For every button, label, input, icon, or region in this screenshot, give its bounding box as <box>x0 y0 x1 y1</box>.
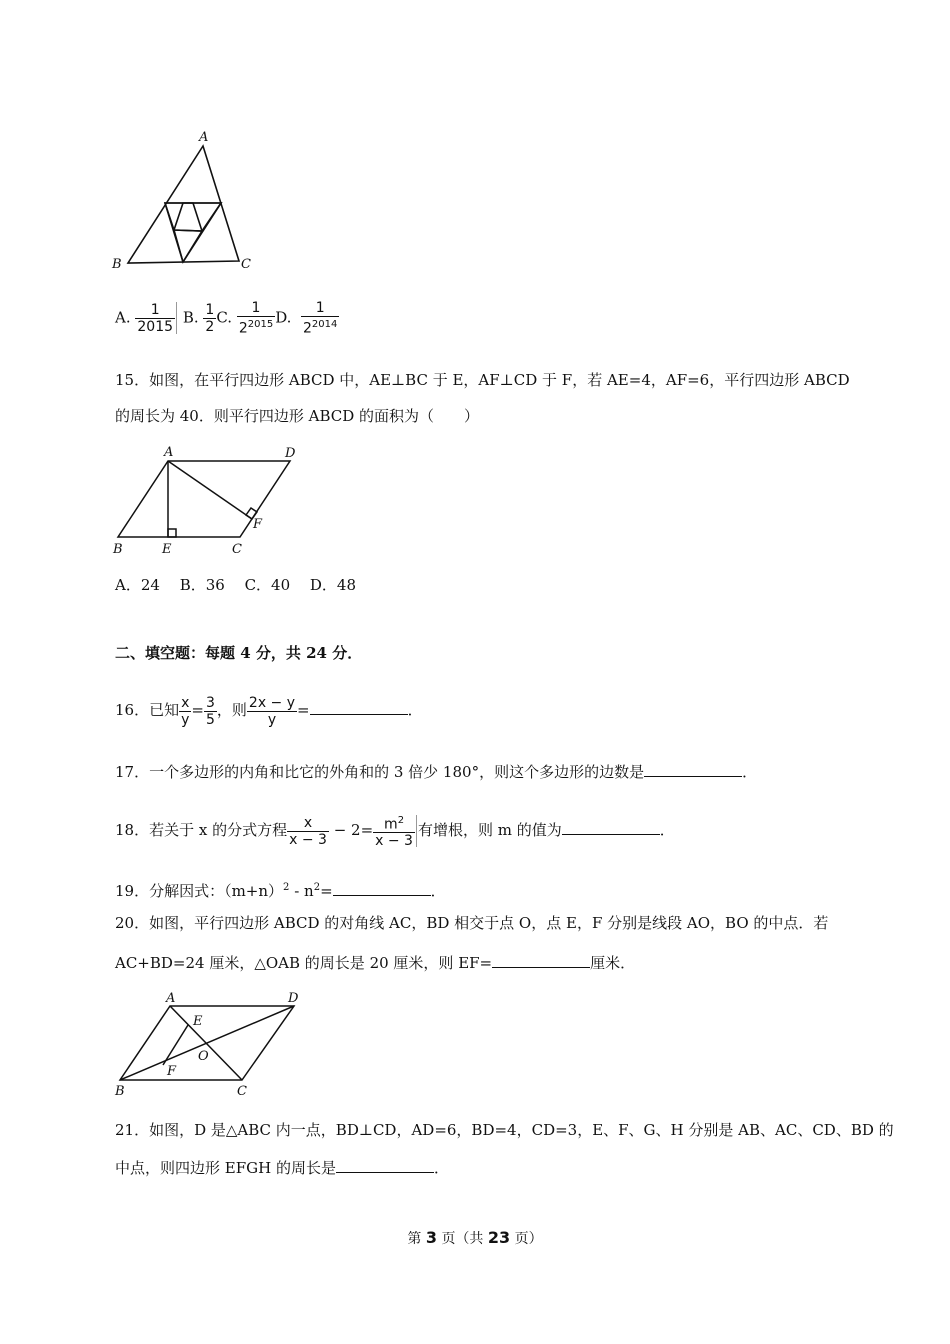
q20-label-d: D <box>288 991 299 1006</box>
q15-figure <box>110 442 305 560</box>
q18: 18．若关于 x 的分式方程 $\frac{x}{x - 3}$ − 2= $\frac{m^2}{x - 3}$ 有增根，则 m 的值为 ． <box>115 814 675 850</box>
q14-option-a-fraction: $\frac{1}{2015}$ <box>137 301 174 335</box>
q15-options: A．24 B．36 C．40 D．48 <box>115 576 357 594</box>
q15-line1: 15．如图，在平行四边形 ABCD 中，AE⊥BC 于 E，AF⊥CD 于 F，若 AE=4，AF=6，平行四边形 ABCD <box>115 371 850 389</box>
total-page-number: 23 <box>487 1228 511 1247</box>
q21-line2: 中点，则四边形 EFGH 的周长是 ． <box>115 1159 449 1177</box>
q15-label-c: C <box>232 542 242 557</box>
q14-option-c-label: C. <box>216 308 233 327</box>
q20-label-b: B <box>115 1084 125 1099</box>
q16-answer-blank[interactable] <box>310 699 408 715</box>
q16-fraction-3-over-5: $\frac{3}{5}$ <box>205 694 215 728</box>
altitude-af <box>168 461 252 519</box>
q20-line1: 20．如图，平行四边形 ABCD 的对角线 AC，BD 相交于点 O，点 E，F 分别是线段 AO，BO 的中点．若 <box>115 914 829 932</box>
q21-answer-blank[interactable] <box>336 1157 434 1173</box>
q14-options <box>115 300 339 337</box>
outer-triangle <box>128 146 239 263</box>
q14-figure <box>110 128 260 273</box>
right-angle-e <box>168 529 176 537</box>
q14-option-b-label: B. <box>182 308 199 327</box>
page-footer: 第 3 页（共 23 页） <box>407 1228 543 1247</box>
q16: 16．已知 $\frac{x}{y}$ = $\frac{3}{5}$ ，则 $\frac{2x - y}{y}$ = ． <box>115 694 423 728</box>
q15-line2: 的周长为 40．则平行四边形 ABCD 的面积为（ ） <box>115 407 480 425</box>
inner-rhombus <box>174 203 202 231</box>
q14-option-d-label: D. <box>275 308 292 327</box>
q18-answer-blank[interactable] <box>562 819 660 835</box>
q20-line2: AC+BD=24 厘米，△OAB 的周长是 20 厘米，则 EF= 厘米． <box>115 954 636 972</box>
q17-answer-blank[interactable] <box>644 761 742 777</box>
q14-option-a-label: A. <box>115 308 131 327</box>
current-page-number: 3 <box>425 1228 437 1247</box>
q15-label-f: F <box>253 517 263 532</box>
q20-label-c: C <box>237 1084 247 1099</box>
q14-option-c-fraction: $\frac{1}{2^{2015}}$ <box>238 300 274 337</box>
q19-answer-blank[interactable] <box>333 880 431 896</box>
segment-ef <box>163 1025 188 1065</box>
q15-label-d: D <box>285 446 296 461</box>
q21-line1: 21．如图，D 是△ABC 内一点，BD⊥CD，AD=6，BD=4，CD=3，E、F、G、H 分别是 AB、AC、CD、BD 的 <box>115 1121 894 1139</box>
q15-label-e: E <box>162 542 172 557</box>
q14-label-b: B <box>112 257 122 272</box>
q15-label-b: B <box>113 542 123 557</box>
section2-title: 二、填空题：每题 4 分，共 24 分． <box>115 644 363 662</box>
q20-label-e: E <box>193 1014 203 1029</box>
q16-fraction-expression: $\frac{2x - y}{y}$ <box>248 694 296 728</box>
q17: 17．一个多边形的内角和比它的外角和的 3 倍少 180°，则这个多边形的边数是 ． <box>115 763 758 781</box>
q18-fraction-left: $\frac{x}{x - 3}$ <box>289 814 327 848</box>
parallelogram-abcd <box>118 461 290 537</box>
q14-option-d-fraction: $\frac{1}{2^{2014}}$ <box>303 300 338 337</box>
q16-fraction-x-over-y: $\frac{x}{y}$ <box>181 694 190 728</box>
q20-figure <box>110 988 305 1103</box>
q20-label-o: O <box>198 1049 209 1064</box>
second-triangle <box>165 203 221 262</box>
q14-option-b-fraction: $\frac{1}{2}$ <box>205 301 215 335</box>
q20-answer-blank[interactable] <box>492 952 590 968</box>
q14-label-c: C <box>241 257 251 272</box>
q18-fraction-right: $\frac{m^2}{x - 3}$ <box>375 814 413 850</box>
q20-label-a: A <box>166 991 176 1006</box>
q19: 19．分解因式：$(m+n)^2 - n^2=$ ． <box>115 882 446 900</box>
q14-label-a: A <box>199 130 209 145</box>
q15-label-a: A <box>164 445 174 460</box>
q20-label-f: F <box>167 1064 177 1079</box>
